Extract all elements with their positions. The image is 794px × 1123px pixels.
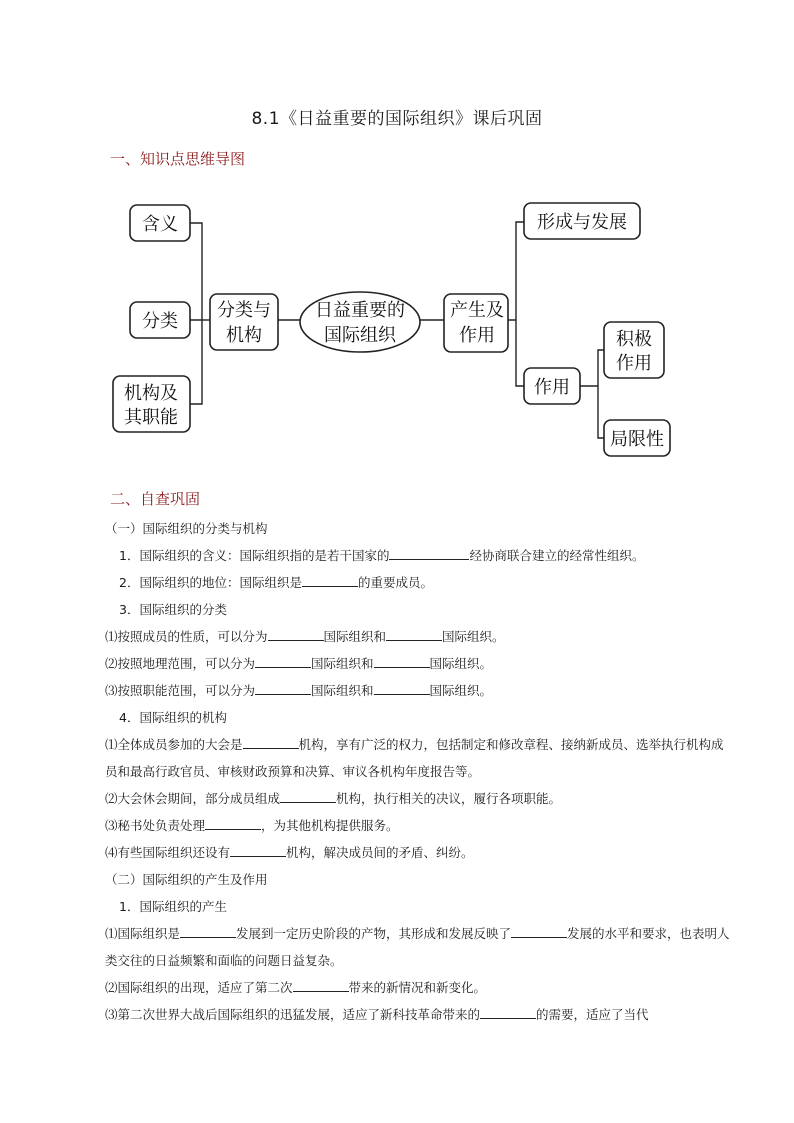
question-2: 2．国际组织的地位：国际组织是 的重要成员。	[119, 575, 433, 590]
question-4: 4．国际组织的机构	[119, 710, 227, 725]
node-center-line2: 国际组织	[324, 325, 396, 346]
blank[interactable]	[389, 547, 469, 560]
question-3-2: ⑵按照地理范围，可以分为 国际组织和 国际组织。	[105, 656, 493, 671]
node-origin-and-role-line1: 产生及	[450, 300, 504, 321]
node-center-line1: 日益重要的	[315, 300, 405, 321]
question-1: 1．国际组织的含义：国际组织指的是若干国家的 经协商联合建立的经常性组织。	[119, 548, 645, 563]
blank[interactable]	[374, 655, 430, 668]
page-title: 8.1《日益重要的国际组织》课后巩固	[251, 109, 543, 129]
question-3-1: ⑴按照成员的性质，可以分为 国际组织和 国际组织。	[105, 629, 505, 644]
node-institutions-line2: 其职能	[124, 407, 178, 428]
node-meaning-text: 含义	[142, 214, 178, 235]
node-positive-role-line2: 作用	[616, 353, 652, 374]
node-formation-text: 形成与发展	[537, 212, 627, 233]
section-heading-review: 二、自查巩固	[110, 490, 201, 508]
question-3-3: ⑶按照职能范围，可以分为 国际组织和 国际组织。	[105, 683, 493, 698]
node-limitations-text: 局限性	[610, 429, 664, 450]
part2-heading: （二）国际组织的产生及作用	[105, 872, 268, 887]
blank[interactable]	[255, 682, 311, 695]
question-4-1: ⑴全体成员参加的大会是 机构，享有广泛的权力，包括制定和修改章程、接纳新成员、选举执行机构成员和最高行政官员、审核财政预算和决算、审议各机构年度报告等。	[105, 737, 724, 779]
blank[interactable]	[480, 1006, 536, 1019]
node-class-and-institutions-line2: 机构	[226, 325, 262, 346]
blank[interactable]	[280, 790, 336, 803]
node-role-text: 作用	[534, 377, 570, 398]
connector-left-bracket	[190, 223, 202, 404]
node-class-and-institutions-line1: 分类与	[217, 300, 271, 321]
blank[interactable]	[180, 925, 236, 938]
node-positive-role-line1: 积极	[616, 329, 652, 350]
part1-heading: （一）国际组织的分类与机构	[105, 521, 268, 536]
blank[interactable]	[374, 682, 430, 695]
node-institutions-line1: 机构及	[124, 383, 178, 404]
section-heading-mindmap: 一、知识点思维导图	[110, 150, 246, 168]
blank[interactable]	[255, 655, 311, 668]
node-origin-and-role-line2: 作用	[459, 325, 495, 346]
question-5-2: ⑵国际组织的出现，适应了第二次 带来的新情况和新变化。	[105, 980, 487, 995]
blank[interactable]	[386, 628, 442, 641]
review-body	[105, 515, 733, 1028]
mind-map	[0, 0, 794, 470]
question-4-4: ⑷有些国际组织还设有 机构，解决成员间的矛盾、纠纷。	[105, 845, 474, 860]
question-5: 1．国际组织的产生	[119, 899, 227, 914]
blank[interactable]	[230, 844, 286, 857]
node-classification-text: 分类	[142, 311, 178, 332]
connector-right-bracket	[508, 222, 524, 386]
question-4-2: ⑵大会休会期间，部分成员组成 机构，执行相关的决议，履行各项职能。	[105, 791, 562, 806]
question-5-1: ⑴国际组织是 发展到一定历史阶段的产物，其形成和发展反映了 发展的水平和要求，也表明人类交往的日益频繁和面临的问题日益复杂。	[105, 926, 730, 968]
connector-role-bracket	[580, 350, 604, 438]
blank[interactable]	[511, 925, 567, 938]
blank[interactable]	[205, 817, 261, 830]
question-3: 3．国际组织的分类	[119, 602, 227, 617]
blank[interactable]	[302, 574, 358, 587]
blank[interactable]	[293, 979, 349, 992]
blank[interactable]	[243, 736, 299, 749]
blank[interactable]	[268, 628, 324, 641]
question-4-3: ⑶秘书处负责处理 ，为其他机构提供服务。	[105, 818, 399, 833]
question-5-3: ⑶第二次世界大战后国际组织的迅猛发展，适应了新科技革命带来的 的需要，适应了当代	[105, 1007, 649, 1022]
